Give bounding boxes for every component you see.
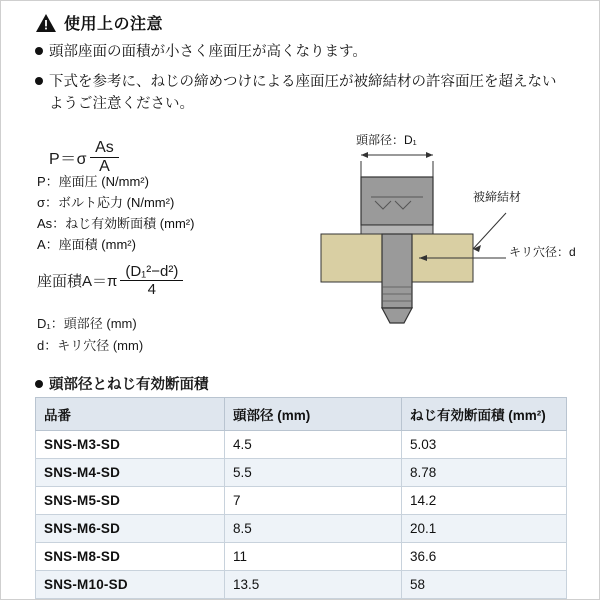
definition-item: As：ねじ有効断面積 (mm²) — [37, 216, 195, 232]
bullet-dot-icon — [35, 77, 43, 85]
cell-head-diameter: 13.5 — [225, 571, 402, 599]
table-header-head-diameter: 頭部径 (mm) — [225, 398, 402, 431]
cell-part-number: SNS-M8-SD — [36, 543, 225, 571]
cell-part-number: SNS-M3-SD — [36, 431, 225, 459]
definition-list-1 — [37, 171, 194, 255]
diagram-label-hole-diameter: キリ穴径：d — [509, 245, 576, 259]
definition-item: σ：ボルト応力 (N/mm²) — [37, 195, 175, 211]
table-header-part-number: 品番 — [36, 398, 225, 431]
cell-stress-area: 36.6 — [402, 543, 567, 571]
table-header-row — [36, 398, 567, 431]
formula1-denominator: A — [99, 158, 110, 176]
cell-stress-area: 58 — [402, 571, 567, 599]
definition-item: D₁：頭部径 (mm) — [37, 316, 137, 331]
bullet-dot-icon — [35, 380, 43, 388]
spec-table — [35, 397, 567, 599]
cell-head-diameter: 4.5 — [225, 431, 402, 459]
cell-head-diameter: 7 — [225, 487, 402, 515]
table-row — [36, 515, 567, 543]
cell-part-number: SNS-M6-SD — [36, 515, 225, 543]
warning-heading — [35, 11, 163, 34]
definition-item: A：座面積 (mm²) — [37, 237, 136, 253]
note-bullet-2 — [35, 71, 565, 116]
table-row — [36, 459, 567, 487]
cell-part-number: SNS-M10-SD — [36, 571, 225, 599]
cell-stress-area: 14.2 — [402, 487, 567, 515]
cell-head-diameter: 11 — [225, 543, 402, 571]
formula-bearing-area — [37, 263, 186, 299]
note-bullet-1-text: 頭部座面の面積が小さく座面圧が高くなります。 — [49, 44, 367, 60]
formula1-numerator: As — [90, 139, 119, 158]
formula2-lead: 座面積A＝π — [37, 273, 118, 291]
definition-item: d：キリ穴径 (mm) — [37, 338, 144, 354]
cell-part-number: SNS-M5-SD — [36, 487, 225, 515]
table-header-stress-area: ねじ有効断面積 (mm²) — [402, 398, 567, 431]
definition-list-2 — [37, 313, 143, 357]
diagram-label-clamped-material: 被締結材 — [473, 190, 522, 204]
cell-stress-area: 5.03 — [402, 431, 567, 459]
bolt-cross-section-diagram — [301, 131, 591, 366]
note-bullet-1 — [35, 41, 575, 63]
cell-stress-area: 20.1 — [402, 515, 567, 543]
table-section-title: 頭部径とねじ有効断面積 — [49, 377, 209, 393]
table-row — [36, 571, 567, 599]
table-row — [36, 543, 567, 571]
page-title: 使用上の注意 — [64, 16, 164, 33]
warning-triangle-icon — [35, 13, 57, 33]
table-row — [36, 487, 567, 515]
formula2-denominator: 4 — [147, 281, 157, 299]
table-row — [36, 431, 567, 459]
formula2-numerator: (D₁²−d²) — [120, 263, 183, 281]
note-bullet-2-text: 下式を参考に、ねじの締めつけによる座面圧が被締結材の許容面圧を超えないようご注意ください。 — [49, 74, 557, 113]
cell-stress-area: 8.78 — [402, 459, 567, 487]
cell-part-number: SNS-M4-SD — [36, 459, 225, 487]
diagram-label-head-diameter: 頭部径：D₁ — [356, 133, 417, 147]
cell-head-diameter: 8.5 — [225, 515, 402, 543]
bullet-dot-icon — [35, 47, 43, 55]
formula1-lead: P＝σ — [49, 151, 88, 169]
definition-item: P：座面圧 (N/mm²) — [37, 174, 149, 189]
table-section-heading — [35, 373, 209, 394]
cell-head-diameter: 5.5 — [225, 459, 402, 487]
formula2-fraction — [120, 263, 183, 299]
